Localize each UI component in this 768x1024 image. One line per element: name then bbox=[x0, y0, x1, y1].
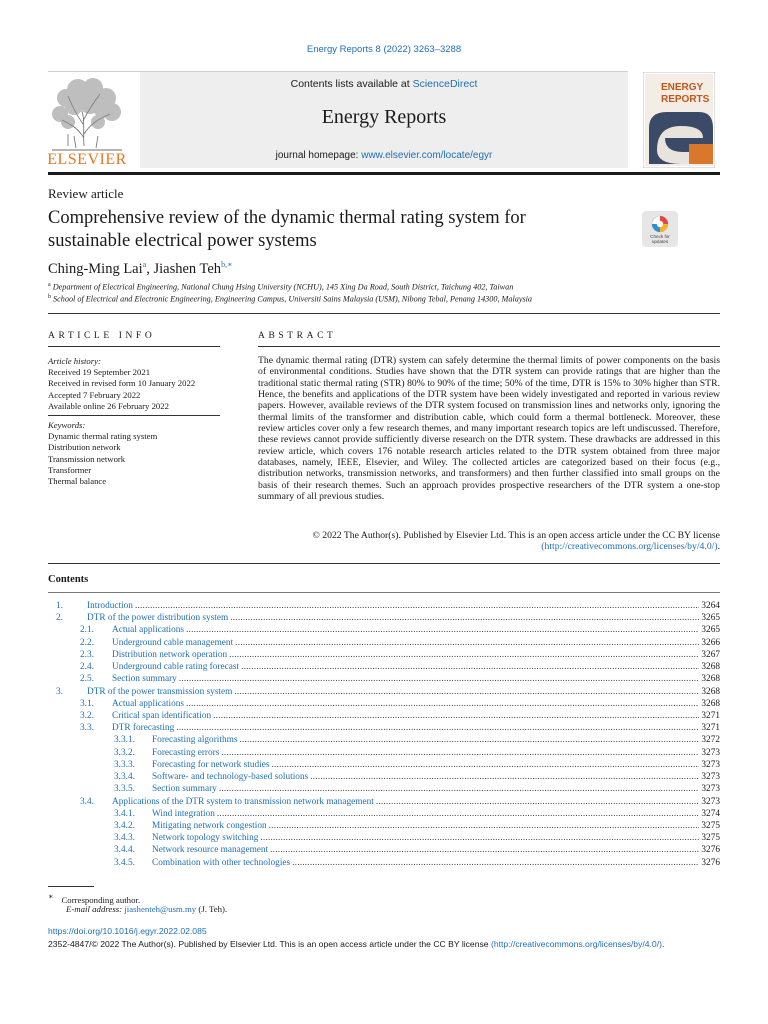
doi-link[interactable]: https://doi.org/10.1016/j.egyr.2022.02.085 bbox=[48, 926, 207, 936]
toc-entry[interactable] bbox=[48, 857, 720, 869]
email-link[interactable]: jiashenteh@usm.my bbox=[124, 904, 197, 914]
toc-leader-dots bbox=[176, 722, 699, 734]
toc-entry-title[interactable]: Section summary bbox=[152, 784, 217, 795]
toc-entry-number[interactable]: 3.2. bbox=[80, 710, 94, 721]
toc-entry[interactable] bbox=[48, 722, 720, 734]
toc-entry-title[interactable]: Forecasting algorithms bbox=[152, 735, 238, 746]
crossmark-text-check: Check for bbox=[650, 234, 670, 239]
toc-entry-page: 3275 bbox=[701, 820, 720, 831]
toc-entry-number[interactable]: 3. bbox=[56, 686, 63, 697]
toc-entry-number[interactable]: 1. bbox=[56, 601, 63, 611]
article-info-block bbox=[48, 356, 220, 487]
contents-available-line bbox=[140, 78, 628, 90]
email-label: E-mail address: bbox=[66, 904, 123, 914]
toc-entry-page: 3265 bbox=[701, 625, 720, 636]
footnote-rule bbox=[48, 886, 94, 887]
toc-entry-number[interactable]: 2. bbox=[56, 613, 63, 624]
affil-marker: a bbox=[48, 282, 51, 288]
toc-entry-title[interactable]: Software- and technology-based solutions bbox=[152, 772, 309, 783]
revised-date: Received in revised form 10 January 2022 bbox=[48, 378, 196, 389]
cover-title-energy: ENERGY bbox=[661, 82, 704, 93]
copyright-text: 2352-4847/© 2022 The Author(s). Published by Elsevier Ltd. This is an open access article under the CC BY license bbox=[48, 939, 491, 949]
license-text: © 2022 The Author(s). Published by Elsevier Ltd. This is an open access article under the CC BY license bbox=[312, 530, 720, 541]
keyword: Dynamic thermal rating system bbox=[48, 431, 158, 442]
toc-entry-page: 3276 bbox=[701, 845, 720, 856]
toc-entry-title[interactable]: DTR of the power transmission system bbox=[87, 686, 233, 697]
toc-entry[interactable] bbox=[48, 771, 720, 783]
toc-entry-title[interactable]: Distribution network operation bbox=[112, 649, 228, 660]
toc-entry-page: 3271 bbox=[701, 710, 720, 721]
toc-leader-dots bbox=[234, 686, 699, 698]
toc-entry[interactable] bbox=[48, 698, 720, 710]
toc-entry-number[interactable]: 2.5. bbox=[80, 674, 94, 685]
toc-entry-title[interactable]: Wind integration bbox=[152, 808, 215, 819]
toc-leader-dots bbox=[186, 698, 699, 710]
toc-entry[interactable] bbox=[48, 637, 720, 649]
toc-entry-page: 3268 bbox=[701, 698, 720, 709]
toc-entry-page: 3273 bbox=[701, 772, 720, 783]
toc-entry-title[interactable]: Section summary bbox=[112, 674, 177, 685]
toc-entry-number[interactable]: 2.2. bbox=[80, 637, 94, 648]
toc-entry[interactable] bbox=[48, 649, 720, 661]
contents-rule bbox=[48, 592, 720, 593]
journal-homepage-link[interactable]: www.elsevier.com/locate/egyr bbox=[361, 150, 493, 161]
accepted-date: Accepted 7 February 2022 bbox=[48, 389, 141, 400]
toc-entry-page: 3273 bbox=[701, 759, 720, 770]
keyword: Transformer bbox=[48, 464, 92, 475]
toc-entry-page: 3271 bbox=[701, 723, 720, 734]
check-for-updates-badge[interactable] bbox=[642, 211, 678, 247]
article-info-divider bbox=[48, 415, 220, 416]
toc-entry[interactable] bbox=[48, 747, 720, 759]
toc-leader-dots bbox=[135, 600, 699, 612]
toc-entry-page: 3265 bbox=[701, 613, 720, 624]
toc-entry[interactable] bbox=[48, 612, 720, 624]
email-note bbox=[66, 904, 227, 914]
author-separator: , bbox=[146, 260, 154, 277]
toc-entry[interactable] bbox=[48, 759, 720, 771]
received-date: Received 19 September 2021 bbox=[48, 367, 151, 378]
cover-art-icon bbox=[643, 72, 715, 168]
elsevier-logo-text: ELSEVIER bbox=[48, 151, 126, 166]
affil-text: Department of Electrical Engineering, National Chung Hsing University (NCHU), 145 Xing Da Road, South District, Taichung 402, Taiwan bbox=[52, 282, 514, 292]
author-list bbox=[48, 260, 233, 278]
toc-entry-number[interactable]: 3.4.4. bbox=[114, 845, 135, 856]
paper-title: Comprehensive review of the dynamic thermal rating system for sustainable electrical power systems bbox=[48, 208, 526, 251]
toc-entry-number[interactable]: 3.4.3. bbox=[114, 833, 135, 844]
toc-entry[interactable] bbox=[48, 820, 720, 832]
toc-leader-dots bbox=[239, 734, 699, 746]
table-of-contents bbox=[48, 600, 720, 869]
toc-entry-title[interactable]: Actual applications bbox=[112, 698, 185, 709]
journal-homepage-line bbox=[140, 150, 628, 161]
toc-entry[interactable] bbox=[48, 600, 720, 612]
toc-leader-dots bbox=[213, 710, 699, 722]
toc-entry-page: 3275 bbox=[701, 833, 720, 844]
toc-entry-number[interactable]: 3.4.2. bbox=[114, 820, 135, 831]
toc-entry-title[interactable]: Forecasting for network studies bbox=[152, 759, 270, 770]
journal-cover-image[interactable] bbox=[643, 72, 715, 168]
toc-entry-number[interactable]: 3.3. bbox=[80, 723, 94, 734]
abstract-end-rule bbox=[48, 563, 720, 564]
toc-entry-number[interactable]: 3.3.3. bbox=[114, 759, 135, 770]
toc-entry-number[interactable]: 3.3.2. bbox=[114, 747, 135, 758]
copyright-end: . bbox=[661, 939, 665, 949]
author-name[interactable]: Ching-Ming Lai bbox=[48, 260, 143, 277]
contents-title: Contents bbox=[48, 574, 89, 585]
article-type: Review article bbox=[48, 186, 124, 201]
footnote-star: ∗ bbox=[48, 892, 54, 901]
journal-reference[interactable]: Energy Reports 8 (2022) 3263–3288 bbox=[306, 44, 462, 55]
toc-entry-title[interactable]: Underground cable management bbox=[112, 637, 234, 648]
toc-entry-title[interactable]: Actual applications bbox=[112, 625, 185, 636]
toc-entry-page: 3268 bbox=[701, 686, 720, 697]
toc-entry[interactable] bbox=[48, 624, 720, 636]
toc-entry[interactable] bbox=[48, 832, 720, 844]
copyright-line bbox=[48, 939, 664, 949]
toc-leader-dots bbox=[310, 771, 699, 783]
toc-entry[interactable] bbox=[48, 673, 720, 685]
article-info-heading: ARTICLE INFO bbox=[48, 331, 156, 341]
toc-entry-title[interactable]: Network topology switching bbox=[152, 833, 259, 844]
toc-entry-page: 3273 bbox=[701, 796, 720, 807]
toc-leader-dots bbox=[241, 661, 699, 673]
corresponding-text: Corresponding author. bbox=[61, 894, 141, 905]
toc-entry[interactable] bbox=[48, 661, 720, 673]
history-label: Article history: bbox=[48, 356, 101, 366]
toc-entry-page: 3266 bbox=[701, 637, 720, 648]
sciencedirect-link[interactable]: ScienceDirect bbox=[412, 78, 478, 90]
journal-header-box bbox=[140, 72, 628, 168]
affil-marker: b bbox=[48, 294, 51, 300]
toc-entry-number[interactable]: 2.4. bbox=[80, 662, 94, 673]
toc-leader-dots bbox=[221, 747, 699, 759]
affil-text: School of Electrical and Electronic Engineering, Engineering Campus, Universiti Sains Malaysia (USM), Nibong Tebal, Penang 14300, Malaysia bbox=[53, 294, 533, 304]
toc-entry-title[interactable]: Critical span identification bbox=[112, 710, 212, 721]
toc-entry-title[interactable]: Mitigating network congestion bbox=[152, 820, 267, 831]
toc-entry-title[interactable]: Combination with other technologies bbox=[152, 857, 291, 868]
toc-leader-dots bbox=[376, 796, 700, 808]
toc-entry[interactable] bbox=[48, 710, 720, 722]
contents-prefix: Contents lists available at bbox=[290, 78, 413, 90]
toc-leader-dots bbox=[229, 649, 699, 661]
crossmark-icon bbox=[642, 211, 678, 247]
toc-leader-dots bbox=[230, 612, 699, 624]
toc-leader-dots bbox=[269, 820, 700, 832]
toc-entry-number[interactable]: 3.3.1. bbox=[114, 735, 135, 746]
online-date: Available online 26 February 2022 bbox=[48, 400, 169, 411]
license-end: . bbox=[717, 541, 720, 553]
toc-entry-title[interactable]: DTR of the power distribution system bbox=[87, 613, 229, 624]
article-info-rule bbox=[48, 346, 220, 347]
abstract-heading: ABSTRACT bbox=[258, 331, 337, 341]
toc-entry[interactable] bbox=[48, 686, 720, 698]
author-name[interactable]: Jiashen Teh bbox=[153, 260, 222, 277]
affiliation-a bbox=[48, 282, 513, 292]
toc-entry-page: 3273 bbox=[701, 747, 720, 758]
toc-leader-dots bbox=[260, 832, 699, 844]
toc-entry[interactable] bbox=[48, 844, 720, 856]
keywords-label: Keywords: bbox=[48, 420, 86, 431]
toc-entry-number[interactable]: 3.4.1. bbox=[114, 808, 135, 819]
toc-entry-number[interactable]: 3.3.5. bbox=[114, 784, 135, 795]
toc-leader-dots bbox=[270, 844, 699, 856]
toc-entry-number[interactable]: 3.3.4. bbox=[114, 772, 135, 783]
toc-leader-dots bbox=[271, 759, 699, 771]
toc-entry-page: 3264 bbox=[701, 601, 720, 611]
toc-leader-dots bbox=[179, 673, 700, 685]
toc-entry-page: 3273 bbox=[701, 784, 720, 795]
author-affil-marker[interactable]: a bbox=[142, 260, 147, 269]
elsevier-logo[interactable] bbox=[48, 76, 126, 166]
toc-leader-dots bbox=[292, 857, 699, 869]
toc-entry-number[interactable]: 3.4. bbox=[80, 796, 94, 807]
toc-entry-title[interactable]: Forecasting errors bbox=[152, 747, 220, 758]
toc-entry[interactable] bbox=[48, 808, 720, 820]
corresponding-author-note bbox=[48, 892, 141, 905]
keyword: Distribution network bbox=[48, 442, 121, 453]
cover-title-reports: REPORTS bbox=[661, 94, 710, 105]
toc-leader-dots bbox=[217, 808, 700, 820]
toc-leader-dots bbox=[186, 624, 699, 636]
toc-entry-page: 3268 bbox=[701, 662, 720, 673]
email-suffix: (J. Teh). bbox=[196, 904, 228, 914]
keyword: Transmission network bbox=[48, 453, 126, 464]
toc-entry-page: 3272 bbox=[701, 735, 720, 746]
license-link[interactable]: (http://creativecommons.org/licenses/by/4.0/) bbox=[541, 541, 718, 553]
author-affil-marker[interactable]: b,∗ bbox=[221, 260, 233, 269]
abstract-license bbox=[258, 530, 720, 553]
toc-entry-title[interactable]: Introduction bbox=[87, 601, 133, 611]
homepage-prefix: journal homepage: bbox=[275, 150, 362, 161]
toc-entry-number[interactable]: 3.4.5. bbox=[114, 857, 135, 868]
toc-entry-title[interactable]: Applications of the DTR system to transmission network management bbox=[112, 796, 374, 807]
toc-entry[interactable] bbox=[48, 796, 720, 808]
journal-name: Energy Reports bbox=[321, 106, 447, 128]
toc-entry[interactable] bbox=[48, 783, 720, 795]
toc-entry-number[interactable]: 2.1. bbox=[80, 625, 94, 636]
toc-entry-title[interactable]: Underground cable rating forecast bbox=[112, 662, 240, 673]
toc-entry-number[interactable]: 3.1. bbox=[80, 698, 94, 709]
toc-entry-page: 3268 bbox=[701, 674, 720, 685]
keyword: Thermal balance bbox=[48, 476, 107, 487]
abstract-text: The dynamic thermal rating (DTR) system can safely determine the thermal limits of power components on the basis of environmental conditions. Studies have shown that the DTR system can provide ratings that are higher than the traditional static thermal rating (STR) 80% to 90% of the time; 50% of the time, DTR is 15% to 30% higher than STR. Hence, the benefits and applications of the DTR system have been widely investigated and reported in various review papers. However, available reviews of the DTR system focused on transmission lines and networks only, ignoring the thermal limits of the transformer and distribution cable, which could form a thermal bottleneck. Moreover, these review articles cover only a few research themes, and many important research topics are left undiscussed. Therefore, these reviews cannot provide sufficiently diverse research on the DTR system. These drawbacks are addressed in this review article, which covers 176 notable research articles related to the DTR system obtained from three major databases, namely, IEEE, Elsevier, and Wiley. The collected articles are categorized based on their focus (e.g., distribution networks, transmission networks, and transformers) and then further classified into small groups on the basis of their research themes. Such an approach provides prospective researchers of the DTR system a one-stop summary of all previous studies. bbox=[258, 355, 720, 503]
affiliation-b bbox=[48, 294, 532, 304]
toc-entry-page: 3274 bbox=[701, 808, 720, 819]
abstract-rule bbox=[258, 346, 720, 347]
header-bottom-rule bbox=[48, 172, 720, 175]
toc-entry-page: 3276 bbox=[701, 857, 720, 868]
affiliation-rule bbox=[48, 313, 720, 314]
toc-leader-dots bbox=[219, 783, 700, 795]
toc-entry-title[interactable]: Network resource management bbox=[152, 845, 269, 856]
elsevier-tree-icon bbox=[48, 76, 126, 166]
toc-entry[interactable] bbox=[48, 734, 720, 746]
toc-entry-page: 3267 bbox=[701, 649, 720, 660]
toc-entry-number[interactable]: 2.3. bbox=[80, 649, 94, 660]
toc-entry-title[interactable]: DTR forecasting bbox=[112, 723, 175, 734]
crossmark-text-updates: updates bbox=[651, 239, 669, 244]
copyright-license-link[interactable]: (http://creativecommons.org/licenses/by/4.0/) bbox=[490, 939, 662, 949]
toc-leader-dots bbox=[235, 637, 699, 649]
